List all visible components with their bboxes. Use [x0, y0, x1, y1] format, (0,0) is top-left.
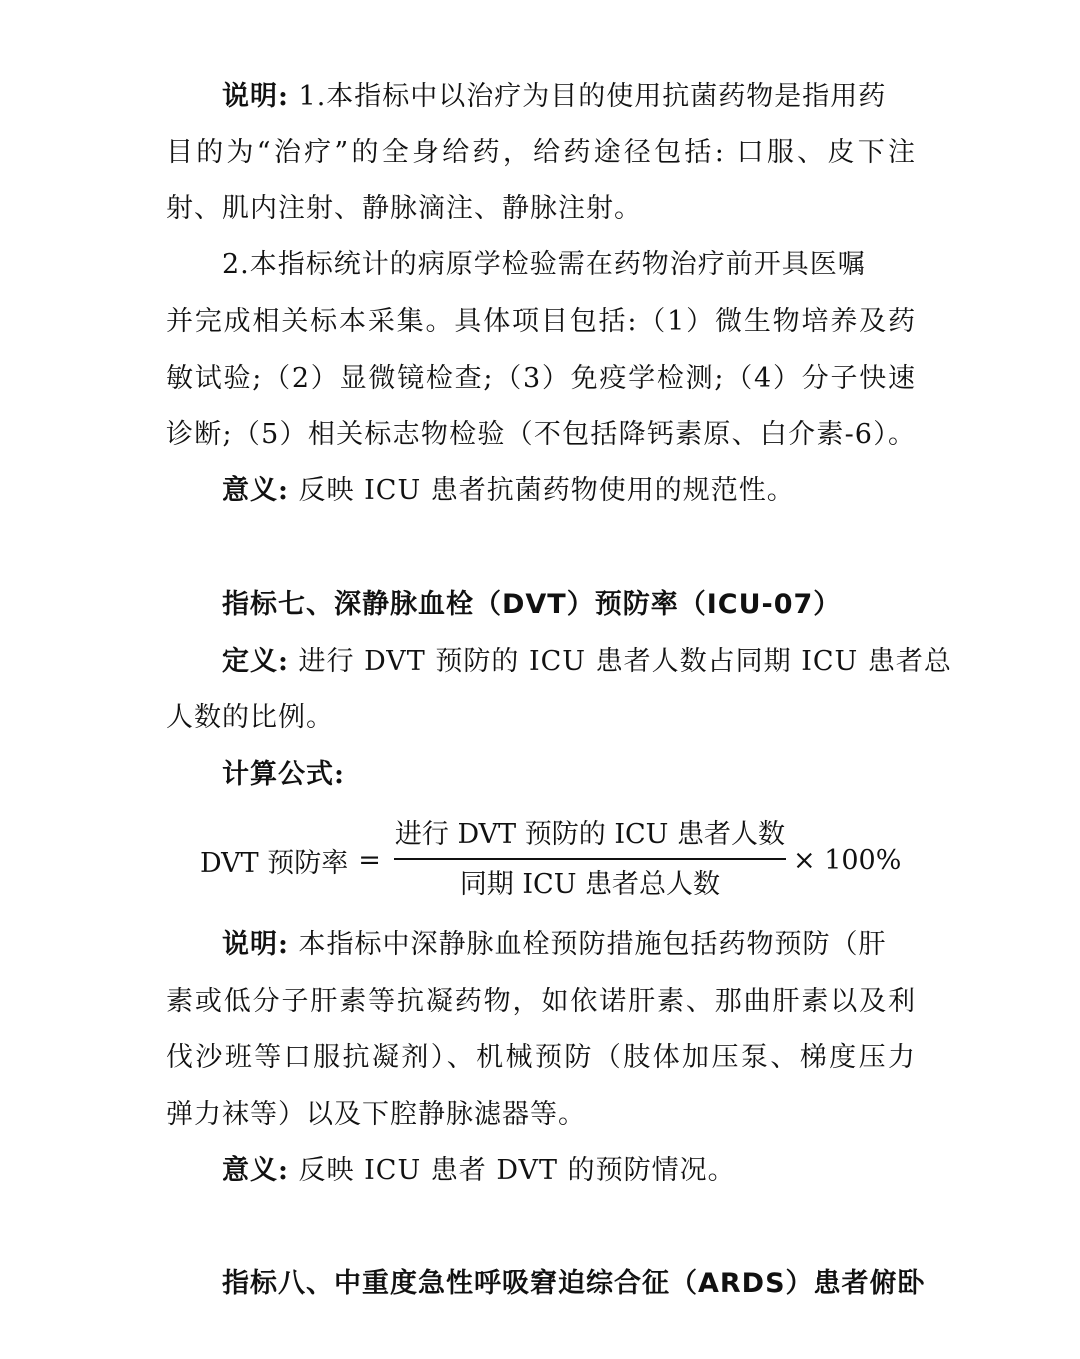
indicator7-explain-text: 本指标中深静脉血栓预防措施包括药物预防（肝 [288, 929, 887, 960]
explain2-line4: 诊断;（5）相关标志物检验（不包括降钙素原、白介素-6）。 [166, 419, 916, 450]
explain2-line2: 并完成相关标本采集。具体项目包括:（1）微生物培养及药 [166, 306, 916, 337]
explain1-line2: 目的为“治疗”的全身给药，给药途径包括: 口服、皮下注 [166, 137, 916, 168]
indicator7-title: 指标七、深静脉血栓（DVT）预防率（ICU-07） [222, 589, 842, 620]
explain1-label: 说明: [222, 81, 289, 112]
indicator7-explain-line1 [222, 928, 887, 962]
explain1-line1 [222, 80, 886, 114]
formula-denominator: 同期 ICU 患者总人数 [459, 869, 721, 900]
indicator7-explain-line2: 素或低分子肝素等抗凝药物，如依诺肝素、那曲肝素以及利 [166, 986, 916, 1017]
explain1-line1-text: 1.本指标中以治疗为目的使用抗菌药物是指用药 [288, 81, 887, 112]
dvt-formula [200, 818, 901, 902]
formula-multiplier: × 100% [792, 844, 902, 876]
indicator7-meaning-label: 意义: [222, 1155, 289, 1186]
indicator7-meaning-line [222, 1154, 736, 1188]
explain2-line3: 敏试验;（2）显微镜检查;（3）免疫学检测;（4）分子快速 [166, 363, 916, 394]
indicator7-def-line2: 人数的比例。 [166, 702, 334, 733]
indicator7-def-line1 [222, 645, 952, 679]
indicator7-explain-line4: 弹力袜等）以及下腔静脉滤器等。 [166, 1099, 586, 1130]
meaning1-label: 意义: [222, 475, 289, 506]
indicator7-def-text: 进行 DVT 预防的 ICU 患者人数占同期 ICU 患者总 [288, 646, 952, 677]
explain1-line3: 射、肌内注射、静脉滴注、静脉注射。 [166, 193, 642, 224]
meaning1-line [222, 474, 795, 508]
meaning1-text: 反映 ICU 患者抗菌药物使用的规范性。 [288, 475, 795, 506]
formula-numerator: 进行 DVT 预防的 ICU 患者人数 [394, 819, 785, 850]
indicator7-meaning-text: 反映 ICU 患者 DVT 的预防情况。 [288, 1155, 736, 1186]
indicator7-def-label: 定义: [222, 646, 289, 677]
indicator7-explain-line3: 伐沙班等口服抗凝剂）、机械预防（肢体加压泵、梯度压力 [166, 1042, 916, 1073]
indicator7-formula-label: 计算公式: [222, 759, 345, 790]
formula-lhs: DVT 预防率 [200, 847, 349, 879]
formula-fraction [393, 818, 787, 902]
indicator7-explain-label: 说明: [222, 929, 289, 960]
formula-equals: = [358, 844, 381, 876]
explain2-line1: 2.本指标统计的病原学检验需在药物治疗前开具医嘱 [222, 249, 866, 280]
indicator8-title: 指标八、中重度急性呼吸窘迫综合征（ARDS）患者俯卧 [222, 1268, 926, 1299]
